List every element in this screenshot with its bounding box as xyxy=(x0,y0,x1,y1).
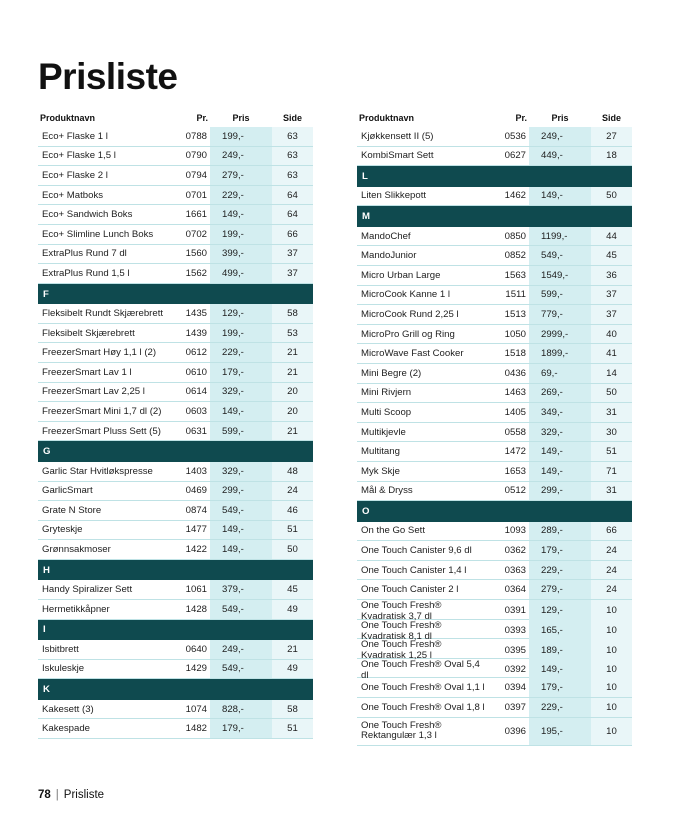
product-price: 499,- xyxy=(210,264,272,283)
catalog-page: 24 xyxy=(591,561,632,580)
product-name: Hermetikkåpner xyxy=(42,603,110,615)
catalog-page: 50 xyxy=(591,187,632,206)
product-code: 0603 xyxy=(185,406,207,418)
price-table-right xyxy=(357,113,632,746)
section-letter-band: M xyxy=(357,206,632,227)
catalog-page: 36 xyxy=(591,266,632,285)
product-name: Multitang xyxy=(361,446,400,458)
table-row xyxy=(357,325,632,345)
product-price: 399,- xyxy=(210,245,272,264)
table-row xyxy=(38,640,313,660)
catalog-page: 71 xyxy=(591,462,632,481)
catalog-page: 50 xyxy=(591,384,632,403)
product-code: 0397 xyxy=(504,701,526,713)
product-name: Multikjevle xyxy=(361,426,406,438)
catalog-page: 24 xyxy=(272,482,313,501)
table-row xyxy=(357,718,632,746)
footer-separator: | xyxy=(55,789,59,801)
product-price: 229,- xyxy=(529,698,591,717)
product-code: 1462 xyxy=(504,190,526,202)
table-rows-right xyxy=(357,127,632,746)
product-price: 779,- xyxy=(529,305,591,324)
table-row xyxy=(357,600,632,620)
product-name: Mål & Dryss xyxy=(361,485,413,497)
product-price: 149,- xyxy=(210,540,272,559)
product-price: 329,- xyxy=(210,383,272,402)
product-price: 249,- xyxy=(210,640,272,659)
product-name: Multi Scoop xyxy=(361,406,412,418)
table-row xyxy=(38,324,313,344)
product-code: 1405 xyxy=(504,406,526,418)
product-name: One Touch Canister 2 l xyxy=(361,584,459,596)
table-row xyxy=(357,698,632,718)
catalog-page: 66 xyxy=(591,522,632,541)
product-code: 1463 xyxy=(504,387,526,399)
product-code: 1074 xyxy=(185,703,207,715)
product-price: 179,- xyxy=(529,541,591,560)
product-code: 1093 xyxy=(504,525,526,537)
section-letter-band: F xyxy=(38,284,313,305)
product-name: One Touch Fresh® Kvadratisk 1,25 l xyxy=(361,639,442,662)
product-code: 1518 xyxy=(504,348,526,360)
product-name: Handy Spiralizer Sett xyxy=(42,584,133,596)
product-name: MicroWave Fast Cooker xyxy=(361,348,464,360)
product-price: 229,- xyxy=(210,186,272,205)
product-code: 0788 xyxy=(185,130,207,142)
catalog-page: 45 xyxy=(272,580,313,599)
product-price: 329,- xyxy=(210,462,272,481)
table-row xyxy=(38,580,313,600)
product-price: 379,- xyxy=(210,580,272,599)
product-code: 0701 xyxy=(185,189,207,201)
product-code: 0393 xyxy=(504,625,526,637)
product-name: FreezerSmart Lav 1 l xyxy=(42,366,132,378)
table-row xyxy=(357,266,632,286)
section-letter-band: L xyxy=(357,166,632,187)
product-code: 0794 xyxy=(185,169,207,181)
product-code: 0610 xyxy=(185,366,207,378)
table-row xyxy=(357,286,632,306)
table-row xyxy=(357,580,632,600)
catalog-page: 51 xyxy=(272,719,313,738)
product-name: Garlic Star Hvitløkspresse xyxy=(42,465,153,477)
product-code: 0536 xyxy=(504,130,526,142)
table-row xyxy=(38,363,313,383)
product-name: MandoJunior xyxy=(361,250,417,262)
product-price: 329,- xyxy=(529,423,591,442)
product-name: On the Go Sett xyxy=(361,525,425,537)
header-page: Side xyxy=(282,113,302,123)
table-row xyxy=(357,227,632,247)
table-row xyxy=(38,127,313,147)
table-row xyxy=(357,442,632,462)
table-row xyxy=(38,245,313,265)
table-row xyxy=(357,462,632,482)
product-price: 149,- xyxy=(210,402,272,421)
table-row xyxy=(38,147,313,167)
section-letter-band: G xyxy=(38,441,313,462)
product-name: MicroPro Grill og Ring xyxy=(361,328,455,340)
catalog-page: 24 xyxy=(591,580,632,599)
product-code: 0362 xyxy=(504,544,526,556)
product-name: Kakesett (3) xyxy=(42,703,94,715)
table-row xyxy=(38,700,313,720)
table-row xyxy=(38,540,313,560)
table-row xyxy=(357,423,632,443)
catalog-page: 63 xyxy=(272,166,313,185)
product-price: 165,- xyxy=(529,620,591,642)
product-price: 199,- xyxy=(210,324,272,343)
product-price: 149,- xyxy=(210,521,272,540)
table-row xyxy=(38,600,313,620)
product-code: 0394 xyxy=(504,682,526,694)
product-price: 2999,- xyxy=(529,325,591,344)
product-code: 1653 xyxy=(504,465,526,477)
catalog-page: 10 xyxy=(591,620,632,642)
catalog-page: 46 xyxy=(272,501,313,520)
product-code: 1477 xyxy=(185,524,207,536)
catalog-page: 20 xyxy=(272,383,313,402)
catalog-page: 18 xyxy=(591,147,632,166)
product-name: KombiSmart Sett xyxy=(361,150,434,162)
table-row xyxy=(38,205,313,225)
table-row xyxy=(357,384,632,404)
catalog-page: 58 xyxy=(272,304,313,323)
table-row xyxy=(357,659,632,679)
product-code: 1428 xyxy=(185,603,207,615)
product-name: Grønnsakmoser xyxy=(42,544,111,556)
product-name: Mini Rivjern xyxy=(361,387,412,399)
product-name: Liten Slikkepott xyxy=(361,190,427,202)
header-page: Side xyxy=(601,113,621,123)
catalog-page: 10 xyxy=(591,600,632,622)
page-footer xyxy=(38,789,104,801)
product-code: 0631 xyxy=(185,425,207,437)
product-code: 1511 xyxy=(505,289,526,301)
header-price: Pris xyxy=(551,113,569,123)
product-name: One Touch Canister 9,6 dl xyxy=(361,544,472,556)
product-name: Mini Begre (2) xyxy=(361,367,422,379)
product-price: 179,- xyxy=(529,678,591,697)
catalog-page: 48 xyxy=(272,462,313,481)
catalog-page: 21 xyxy=(272,343,313,362)
header-product-code: Pr. xyxy=(515,113,527,123)
product-code: 0614 xyxy=(185,386,207,398)
table-row xyxy=(38,719,313,739)
product-code: 0852 xyxy=(504,250,526,262)
catalog-page: 37 xyxy=(591,286,632,305)
catalog-page: 37 xyxy=(272,245,313,264)
product-price: 279,- xyxy=(210,166,272,185)
product-price: 195,- xyxy=(529,718,591,745)
product-code: 0512 xyxy=(504,485,526,497)
product-code: 1560 xyxy=(185,248,207,260)
catalog-page: 30 xyxy=(591,423,632,442)
catalog-page: 51 xyxy=(272,521,313,540)
product-name: Eco+ Matboks xyxy=(42,189,104,201)
product-code: 0702 xyxy=(185,228,207,240)
product-price: 149,- xyxy=(529,659,591,681)
product-name: MicroCook Rund 2,25 l xyxy=(361,308,459,320)
product-code: 0850 xyxy=(504,230,526,242)
product-name: MicroCook Kanne 1 l xyxy=(361,289,451,301)
table-row xyxy=(38,422,313,442)
product-code: 0874 xyxy=(185,504,207,516)
header-product-code: Pr. xyxy=(196,113,208,123)
table-header xyxy=(357,113,632,127)
product-price: 549,- xyxy=(210,600,272,619)
table-row xyxy=(357,522,632,542)
table-row xyxy=(38,482,313,502)
catalog-page: 24 xyxy=(591,541,632,560)
product-code: 0391 xyxy=(504,605,526,617)
catalog-page: 31 xyxy=(591,482,632,501)
product-code: 0469 xyxy=(185,485,207,497)
product-code: 0627 xyxy=(504,150,526,162)
table-row xyxy=(38,166,313,186)
product-price: 289,- xyxy=(529,522,591,541)
product-price: 69,- xyxy=(529,364,591,383)
catalog-page: 10 xyxy=(591,678,632,697)
product-price: 149,- xyxy=(529,442,591,461)
product-code: 1439 xyxy=(185,327,207,339)
table-row xyxy=(38,462,313,482)
table-row xyxy=(38,521,313,541)
catalog-page: 37 xyxy=(272,264,313,283)
section-letter-band: K xyxy=(38,679,313,700)
product-name: Eco+ Flaske 1 l xyxy=(42,130,108,142)
product-code: 1562 xyxy=(185,267,207,279)
product-price: 1549,- xyxy=(529,266,591,285)
product-name: FreezerSmart Høy 1,1 l (2) xyxy=(42,347,157,359)
table-row xyxy=(38,343,313,363)
table-row xyxy=(38,225,313,245)
product-price: 1899,- xyxy=(529,344,591,363)
table-header xyxy=(38,113,313,127)
product-name: ExtraPlus Rund 1,5 l xyxy=(42,267,130,279)
table-row xyxy=(357,147,632,167)
product-code: 1403 xyxy=(185,465,207,477)
catalog-page: 20 xyxy=(272,402,313,421)
product-price: 249,- xyxy=(529,127,591,146)
product-price: 149,- xyxy=(529,462,591,481)
product-code: 0558 xyxy=(504,426,526,438)
catalog-page: 10 xyxy=(591,698,632,717)
product-name: ExtraPlus Rund 7 dl xyxy=(42,248,127,260)
catalog-page: 64 xyxy=(272,186,313,205)
product-price: 229,- xyxy=(529,561,591,580)
product-code: 0436 xyxy=(504,367,526,379)
table-row xyxy=(357,541,632,561)
product-price: 179,- xyxy=(210,719,272,738)
product-name: MandoChef xyxy=(361,230,411,242)
product-name: FreezerSmart Lav 2,25 l xyxy=(42,386,145,398)
product-price: 1199,- xyxy=(529,227,591,246)
product-name: One Touch Fresh® Kvadratisk 8,1 dl xyxy=(361,619,442,642)
table-rows-left xyxy=(38,127,313,739)
page-number: 78 xyxy=(38,789,51,801)
product-code: 0364 xyxy=(504,584,526,596)
product-name: Micro Urban Large xyxy=(361,269,441,281)
product-price: 129,- xyxy=(210,304,272,323)
catalog-page: 53 xyxy=(272,324,313,343)
table-row xyxy=(357,482,632,502)
table-row xyxy=(357,364,632,384)
product-code: 0640 xyxy=(185,643,207,655)
catalog-page: 58 xyxy=(272,700,313,719)
table-row xyxy=(38,264,313,284)
product-price: 549,- xyxy=(210,660,272,679)
table-row xyxy=(357,344,632,364)
catalog-page: 49 xyxy=(272,660,313,679)
product-price: 269,- xyxy=(529,384,591,403)
product-code: 1050 xyxy=(504,328,526,340)
catalog-page: 21 xyxy=(272,640,313,659)
table-row xyxy=(357,246,632,266)
product-name: Kjøkkensett II (5) xyxy=(361,130,434,142)
table-row xyxy=(38,501,313,521)
product-price: 199,- xyxy=(210,225,272,244)
table-row xyxy=(38,186,313,206)
catalog-page: 49 xyxy=(272,600,313,619)
product-price: 279,- xyxy=(529,580,591,599)
catalog-page: 14 xyxy=(591,364,632,383)
table-row xyxy=(357,187,632,207)
product-name: FreezerSmart Mini 1,7 dl (2) xyxy=(42,406,162,418)
product-name: Myk Skje xyxy=(361,465,400,477)
catalog-page: 50 xyxy=(272,540,313,559)
catalog-page: 66 xyxy=(272,225,313,244)
section-letter-band: O xyxy=(357,501,632,522)
catalog-page: 21 xyxy=(272,363,313,382)
product-price: 299,- xyxy=(529,482,591,501)
product-price: 149,- xyxy=(529,187,591,206)
header-product-name: Produktnavn xyxy=(359,113,415,123)
product-price: 549,- xyxy=(529,246,591,265)
product-code: 0396 xyxy=(504,725,526,737)
product-price: 129,- xyxy=(529,600,591,622)
product-price: 189,- xyxy=(529,639,591,661)
product-name: Iskuleskje xyxy=(42,663,85,675)
table-row xyxy=(357,127,632,147)
table-row xyxy=(357,561,632,581)
catalog-page: 10 xyxy=(591,659,632,681)
product-price: 229,- xyxy=(210,343,272,362)
table-row xyxy=(357,639,632,662)
table-row xyxy=(38,402,313,422)
product-name: FreezerSmart Pluss Sett (5) xyxy=(42,425,161,437)
product-name: Eco+ Slimline Lunch Boks xyxy=(42,228,154,240)
table-row xyxy=(357,305,632,325)
catalog-page: 40 xyxy=(591,325,632,344)
product-name: Grate N Store xyxy=(42,504,102,516)
product-name: GarlicSmart xyxy=(42,485,93,497)
product-price: 299,- xyxy=(210,482,272,501)
product-name: One Touch Fresh® Oval 1,8 l xyxy=(361,701,485,713)
product-code: 1513 xyxy=(504,308,526,320)
product-code: 0392 xyxy=(504,664,526,676)
catalog-page: 10 xyxy=(591,639,632,661)
product-price: 449,- xyxy=(529,147,591,166)
catalog-page: 64 xyxy=(272,205,313,224)
section-letter-band: I xyxy=(38,620,313,641)
product-code: 1061 xyxy=(185,584,207,596)
table-row xyxy=(357,620,632,640)
table-row xyxy=(38,660,313,680)
page-title: Prisliste xyxy=(38,56,178,97)
catalog-page: 45 xyxy=(591,246,632,265)
table-row xyxy=(357,678,632,698)
table-row xyxy=(38,383,313,403)
catalog-page: 10 xyxy=(591,718,632,745)
catalog-page: 51 xyxy=(591,442,632,461)
product-code: 1661 xyxy=(185,209,207,221)
catalog-page: 21 xyxy=(272,422,313,441)
product-code: 1429 xyxy=(185,663,207,675)
product-name: Kakespade xyxy=(42,723,91,735)
product-name: Gryteskje xyxy=(42,524,83,536)
catalog-page: 63 xyxy=(272,147,313,166)
product-code: 0790 xyxy=(185,150,207,162)
product-price: 149,- xyxy=(210,205,272,224)
product-code: 0395 xyxy=(504,644,526,656)
catalog-page: 44 xyxy=(591,227,632,246)
table-row xyxy=(357,403,632,423)
product-price: 179,- xyxy=(210,363,272,382)
product-code: 1435 xyxy=(185,308,207,320)
price-table-left xyxy=(38,113,313,739)
product-price: 828,- xyxy=(210,700,272,719)
product-code: 0612 xyxy=(185,347,207,359)
catalog-page: 37 xyxy=(591,305,632,324)
product-price: 549,- xyxy=(210,501,272,520)
product-price: 599,- xyxy=(210,422,272,441)
product-name: Eco+ Flaske 2 l xyxy=(42,169,108,181)
product-code: 1482 xyxy=(185,723,207,735)
product-price: 599,- xyxy=(529,286,591,305)
product-name: One Touch Fresh® Oval 1,1 l xyxy=(361,682,485,694)
header-price: Pris xyxy=(232,113,250,123)
product-code: 0363 xyxy=(504,564,526,576)
product-name: One Touch Fresh® Oval 5,4 dl xyxy=(361,658,480,681)
product-name: Isbitbrett xyxy=(42,643,79,655)
catalog-page: 41 xyxy=(591,344,632,363)
product-name: Fleksibelt Rundt Skjærebrett xyxy=(42,308,164,320)
product-name: Eco+ Sandwich Boks xyxy=(42,209,133,221)
product-price: 199,- xyxy=(210,127,272,146)
product-name: One Touch Fresh® Rektangulær 1,3 l xyxy=(361,720,442,742)
product-name: One Touch Fresh® Kvadratisk 3,7 dl xyxy=(361,599,442,622)
header-product-name: Produktnavn xyxy=(40,113,96,123)
product-code: 1422 xyxy=(185,544,207,556)
catalog-page: 63 xyxy=(272,127,313,146)
product-name: Fleksibelt Skjærebrett xyxy=(42,327,135,339)
footer-label: Prisliste xyxy=(63,789,105,801)
product-name: Eco+ Flaske 1,5 l xyxy=(42,150,116,162)
product-price: 349,- xyxy=(529,403,591,422)
table-row xyxy=(38,304,313,324)
catalog-page: 27 xyxy=(591,127,632,146)
product-code: 1472 xyxy=(504,446,526,458)
catalog-page: 31 xyxy=(591,403,632,422)
section-letter-band: H xyxy=(38,560,313,581)
product-price: 249,- xyxy=(210,147,272,166)
product-name: One Touch Canister 1,4 l xyxy=(361,564,467,576)
product-code: 1563 xyxy=(504,269,526,281)
